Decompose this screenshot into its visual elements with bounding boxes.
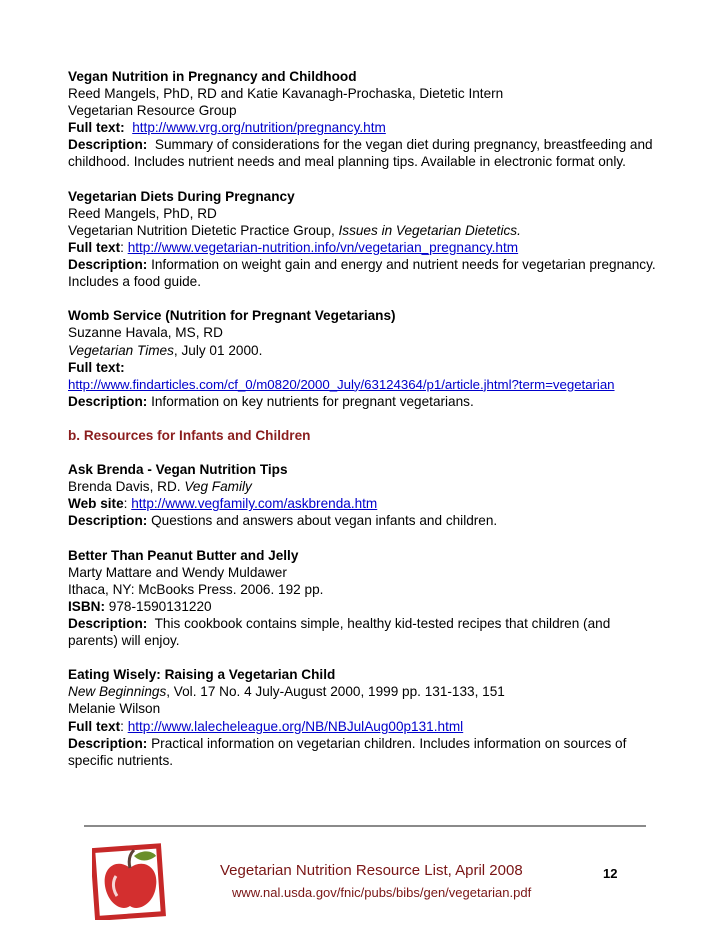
source-publication: Issues in Vegetarian Dietetics. [338,222,521,238]
source-publication: New Beginnings [68,684,167,700]
fulltext-link[interactable]: http://www.vegetarian-nutrition.info/vn/vegetarian_pregnancy.htm [127,239,519,255]
entry-source [68,683,663,700]
entry-source [68,222,663,239]
website-link[interactable]: http://www.vegfamily.com/askbrenda.htm [131,496,378,512]
page-number: 12 [603,866,618,881]
entry-vegetarian-diets-pregnancy: Vegetarian Diets During Pregnancy Reed Mangels, PhD, RD Vegetarian Nutrition Dietetic Practice Group, Issues in Vegetarian Dietetics. Full text: http://www.vegetarian-nutrition.info/vn/vegetarian_pregnancy.htm Description: Information on weight gain and energy and nutrient needs for vegetarian pregnancy. Includes a food guide. [68,188,663,291]
entry-authors: Melanie Wilson [68,701,161,717]
isbn-value: 978-1590131220 [108,598,212,614]
entry-title: Womb Service (Nutrition for Pregnant Vegetarians) [68,308,396,324]
fulltext-label: Full text: [68,359,125,375]
description-text: Information on weight gain and energy and nutrient needs for vegetarian pregnancy. Includes a food guide. [68,257,656,290]
website-label: Web site [68,496,124,512]
footer-divider [84,825,646,827]
description-label: Description: [68,257,148,273]
entry-authors: Suzanne Havala, MS, RD [68,325,223,341]
entry-publisher: Ithaca, NY: McBooks Press. 2006. 192 pp. [68,581,324,597]
entry-authors: Marty Mattare and Wendy Muldawer [68,564,287,580]
description-text: Summary of considerations for the vegan diet during pregnancy, breastfeeding and childhood. Includes nutrient needs and meal planning tips. Available in electronic format only. [68,137,653,170]
source-publication: Vegetarian Times [68,342,174,358]
entry-title: Vegan Nutrition in Pregnancy and Childhood [68,69,357,84]
entry-vegan-nutrition-pregnancy [68,68,663,171]
source-prefix: Vegetarian Nutrition Dietetic Practice Group, [68,222,339,238]
entry-source: Vegetarian Resource Group [68,103,237,119]
description-label: Description: [68,393,148,409]
authors-text: Brenda Davis, RD. [68,479,185,495]
apple-logo-icon [92,842,168,920]
description-label: Description: [68,616,148,631]
fulltext-label: Full text: [68,120,125,136]
description-label: Description: [68,735,148,751]
description-label: Description: [68,513,148,529]
section-heading: b. Resources for Infants and Children [68,427,311,443]
entry-eating-wisely: Eating Wisely: Raising a Vegetarian Child New Beginnings, Vol. 17 No. 4 July-August 2000, 1999 pp. 131-133, 151 Melanie Wilson Full text: http://www.lalecheleague.org/NB/NBJulAug00p131.html Description: Practical information on vegetarian children. Includes information on sources of specific nutrients. [68,666,663,769]
entry-title: Better Than Peanut Butter and Jelly [68,547,299,563]
source-details: , Vol. 17 No. 4 July-August 2000, 1999 pp. 131-133, 151 [166,684,505,700]
description-text: Information on key nutrients for pregnant vegetarians. [151,393,474,409]
entry-better-than-peanut-butter [68,547,663,650]
entry-title: Ask Brenda - Vegan Nutrition Tips [68,462,288,478]
entry-authors [68,478,663,495]
fulltext-link[interactable]: http://www.lalecheleague.org/NB/NBJulAug00p131.html [127,718,464,734]
entry-womb-service [68,307,663,410]
entry-title: Vegetarian Diets During Pregnancy [68,188,295,204]
fulltext-link[interactable]: http://www.findarticles.com/cf_0/m0820/2000_July/63124364/p1/article.jhtml?term=vegetarian [68,376,615,392]
fulltext-label: Full text [68,239,121,255]
description-label: Description: [68,137,148,153]
entry-title: Eating Wisely: Raising a Vegetarian Child [68,667,336,683]
entry-source [68,342,663,359]
entry-authors: Reed Mangels, PhD, RD and Katie Kavanagh-Prochaska, Dietetic Intern [68,86,504,102]
description-text: This cookbook contains simple, healthy kid-tested recipes that children (and parents) will enjoy. [68,616,611,649]
fulltext-link[interactable]: http://www.vrg.org/nutrition/pregnancy.htm [132,120,386,136]
description-text: Practical information on vegetarian children. Includes information on sources of specific nutrients. [68,735,627,768]
entry-ask-brenda: Ask Brenda - Vegan Nutrition Tips Brenda Davis, RD. Veg Family Web site: http://www.vegfamily.com/askbrenda.htm Description: Questions and answers about vegan infants and children. [68,461,663,529]
isbn-label: ISBN: [68,598,106,614]
document-body [68,68,663,786]
source-publication: Veg Family [184,479,252,495]
source-date: , July 01 2000. [173,342,263,358]
entry-authors: Reed Mangels, PhD, RD [68,205,217,221]
fulltext-label: Full text [68,718,121,734]
description-text: Questions and answers about vegan infants and children. [151,513,498,529]
footer-url[interactable]: www.nal.usda.gov/fnic/pubs/bibs/gen/vegetarian.pdf [232,885,532,900]
footer-title: Vegetarian Nutrition Resource List, April 2008 [220,862,523,879]
